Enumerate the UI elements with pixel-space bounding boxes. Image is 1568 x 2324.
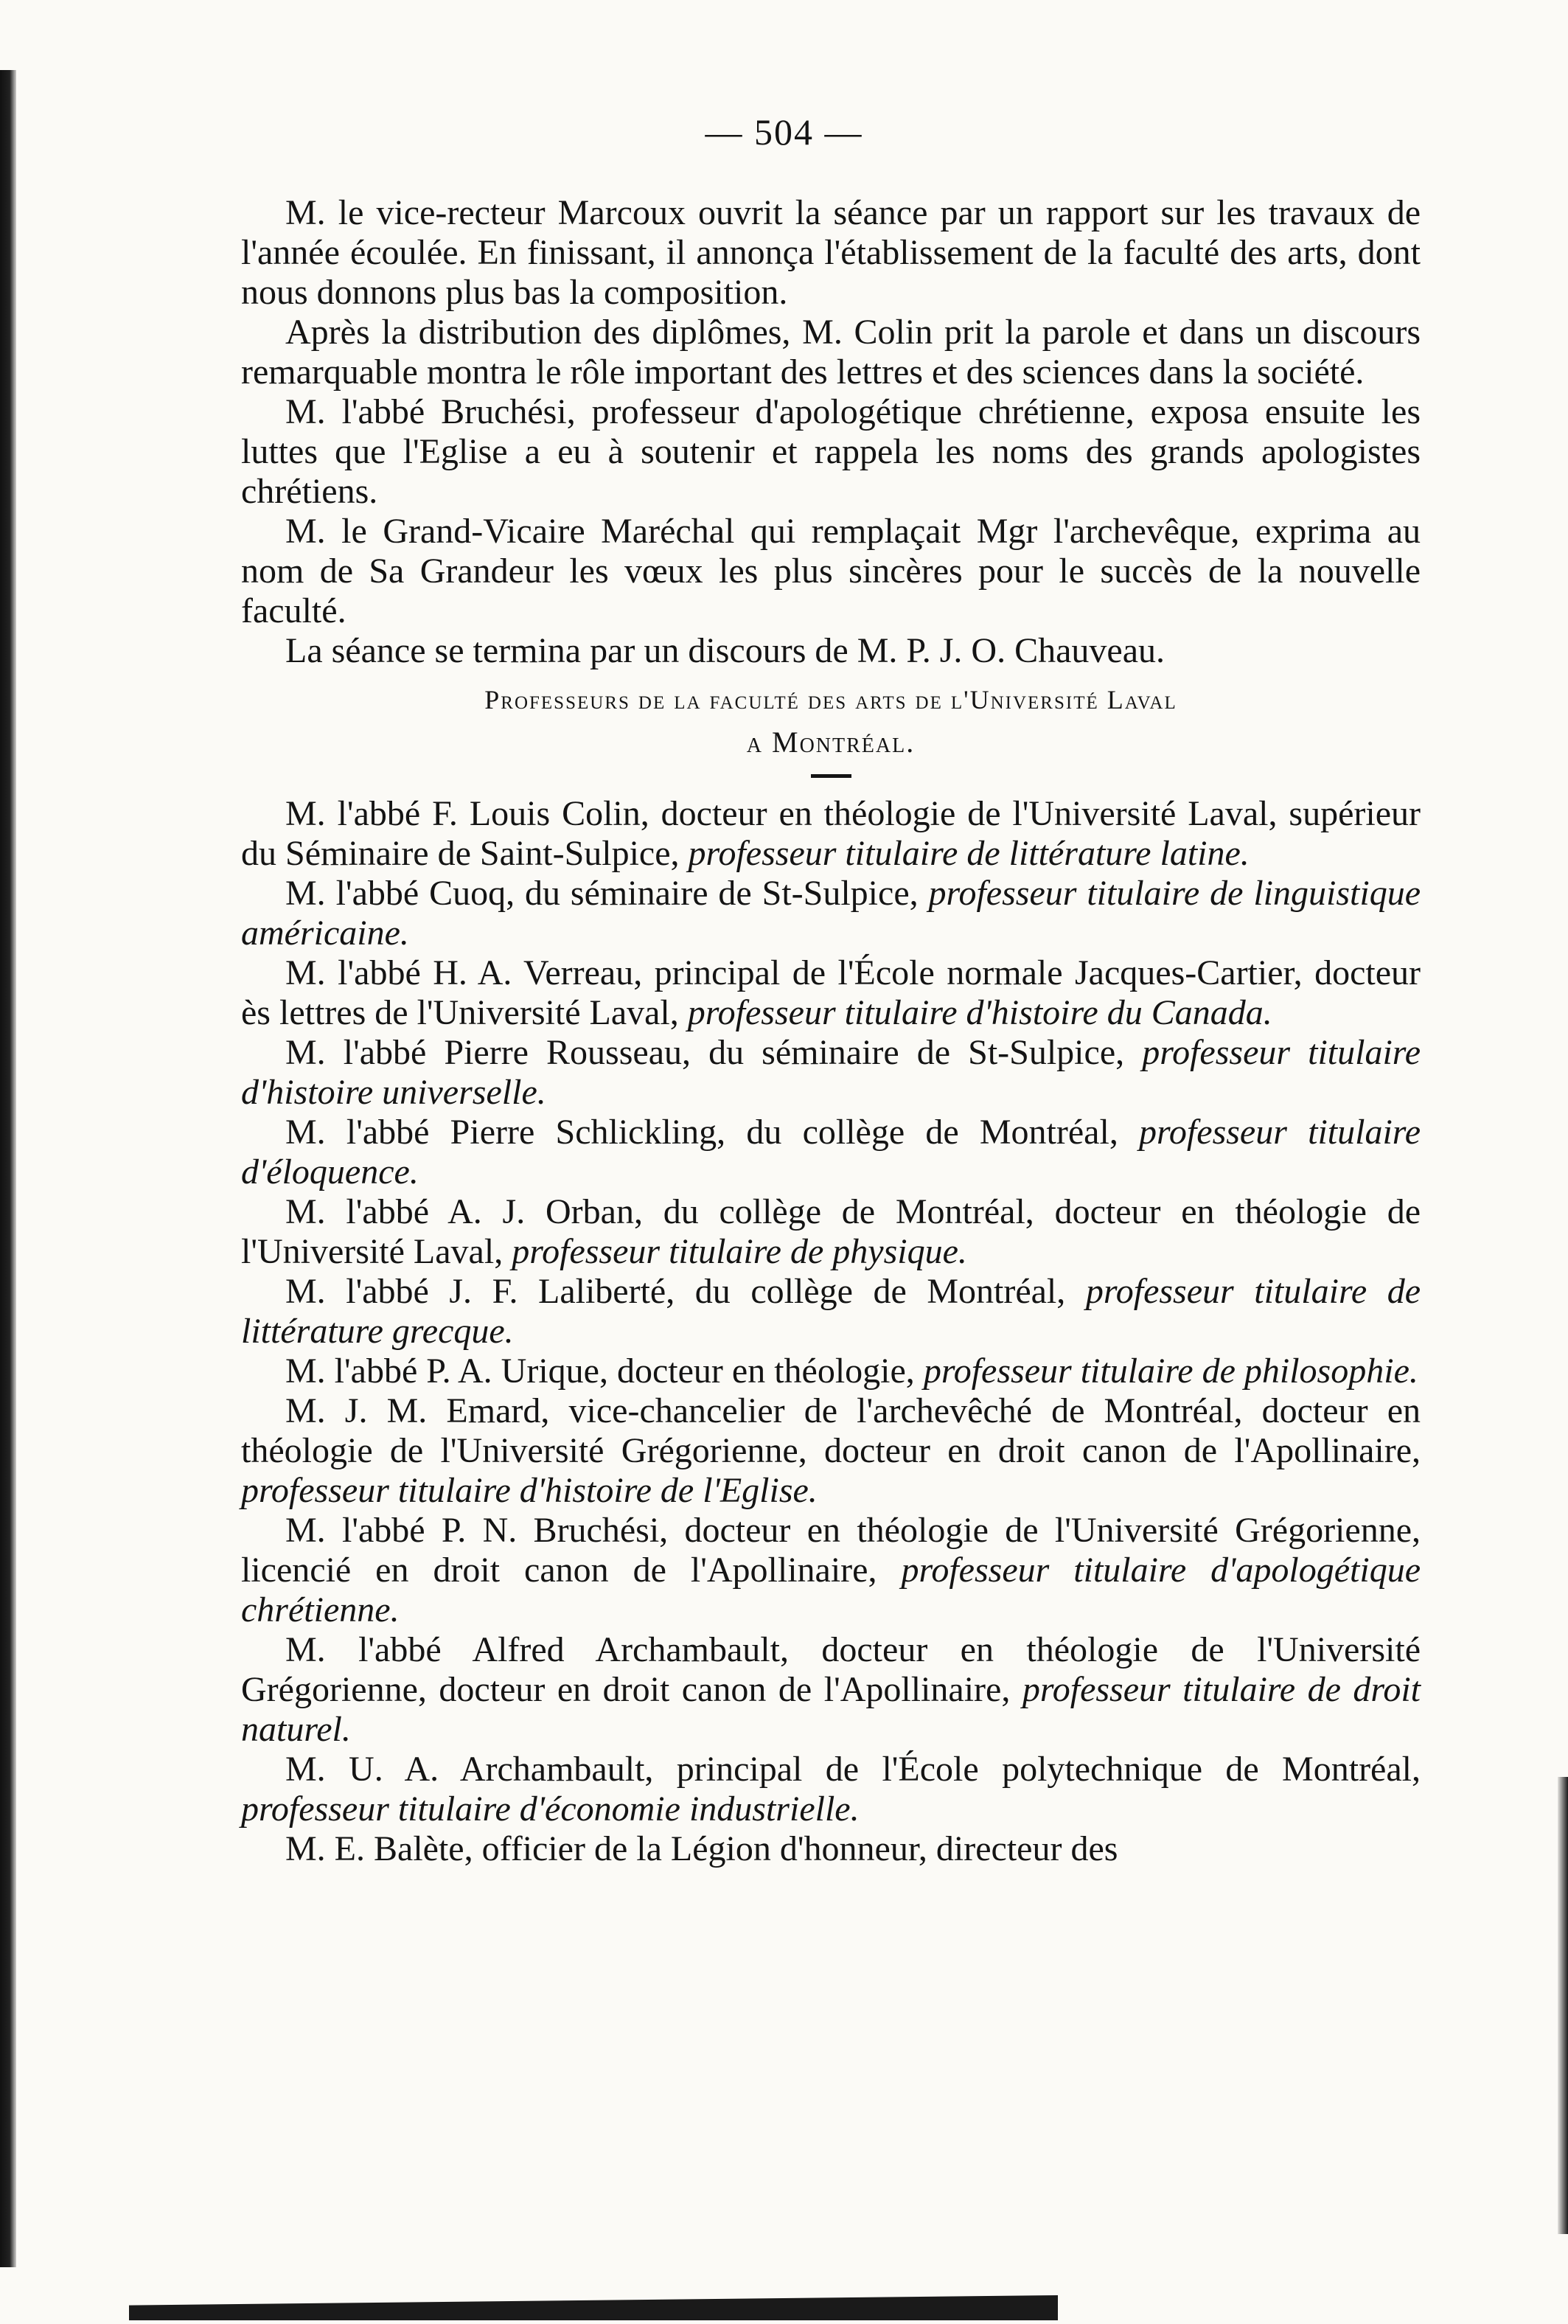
- professor-entry: M. J. M. Emard, vice-chancelier de l'archevêché de Montréal, docteur en théologie de l'Université Grégorienne, docteur en droit canon de l'Apollinaire, professeur titulaire d'histoire de l'Eglise.: [241, 1391, 1421, 1510]
- professor-entry: M. l'abbé F. Louis Colin, docteur en théologie de l'Université Laval, supérieur du Séminaire de Saint-Sulpice, professeur titulaire de littérature latine.: [241, 794, 1421, 873]
- paragraph-colin: Après la distribution des diplômes, M. Colin prit la parole et dans un discours remarquable montra le rôle important des lettres et des sciences dans la société.: [241, 313, 1421, 392]
- professor-entry: M. l'abbé H. A. Verreau, principal de l'École normale Jacques-Cartier, docteur ès lettres de l'Université Laval, professeur titulaire d'histoire du Canada.: [241, 953, 1421, 1032]
- paragraph-marechal: M. le Grand-Vicaire Maréchal qui remplaçait Mgr l'archevêque, exprima au nom de Sa Grandeur les vœux les plus sincères pour le succès de la nouvelle faculté.: [241, 512, 1421, 630]
- professor-entry: M. U. A. Archambault, principal de l'École polytechnique de Montréal, professeur titulaire d'économie industrielle.: [241, 1750, 1421, 1829]
- page-body: [241, 193, 1421, 1869]
- heading-line-1: Professeurs de la faculté des arts de l'Université Laval: [484, 685, 1177, 714]
- scan-edge-bottom: [129, 2295, 1058, 2320]
- professor-entry: M. E. Balète, officier de la Légion d'honneur, directeur des: [285, 1829, 1118, 1868]
- professor-entry: M. l'abbé Pierre Schlickling, du collège de Montréal, professeur titulaire d'éloquence.: [241, 1113, 1421, 1191]
- professor-entry: M. l'abbé Alfred Archambault, docteur en théologie de l'Université Grégorienne, docteur en droit canon de l'Apollinaire, professeur titulaire de droit naturel.: [241, 1630, 1421, 1749]
- paragraph-chauveau: La séance se termina par un discours de M. P. J. O. Chauveau.: [285, 631, 1165, 670]
- page-number: — 504 —: [705, 111, 863, 153]
- heading-line-2: a Montréal.: [746, 726, 916, 759]
- professor-entry: M. l'abbé A. J. Orban, du collège de Montréal, docteur en théologie de l'Université Laval, professeur titulaire de physique.: [241, 1192, 1421, 1271]
- professor-entry: M. l'abbé P. N. Bruchési, docteur en théologie de l'Université Grégorienne, licencié en droit canon de l'Apollinaire, professeur titulaire d'apologétique chrétienne.: [241, 1511, 1421, 1629]
- paragraph-rapport: M. le vice-recteur Marcoux ouvrit la séance par un rapport sur les travaux de l'année écoulée. En finissant, il annonça l'établissement de la faculté des arts, dont nous donnons plus bas la composition.: [241, 193, 1421, 312]
- section-heading: [241, 678, 1421, 764]
- paragraph-bruchesi: M. l'abbé Bruchési, professeur d'apologétique chrétienne, exposa ensuite les luttes que l'Eglise a eu à soutenir et rappela les noms des grands apologistes chrétiens.: [241, 392, 1421, 511]
- professor-entry: M. l'abbé P. A. Urique, docteur en théologie, professeur titulaire de philosophie.: [285, 1351, 1418, 1391]
- professor-entry: M. l'abbé J. F. Laliberté, du collège de Montréal, professeur titulaire de littérature grecque.: [241, 1272, 1421, 1351]
- scan-edge-right: [1558, 1777, 1568, 2234]
- professor-entry: M. l'abbé Pierre Rousseau, du séminaire de St-Sulpice, professeur titulaire d'histoire universelle.: [241, 1033, 1421, 1112]
- section-rule: [811, 774, 851, 778]
- professor-entry: M. l'abbé Cuoq, du séminaire de St-Sulpice, professeur titulaire de linguistique américaine.: [241, 874, 1421, 953]
- scan-edge-left: [0, 70, 16, 2267]
